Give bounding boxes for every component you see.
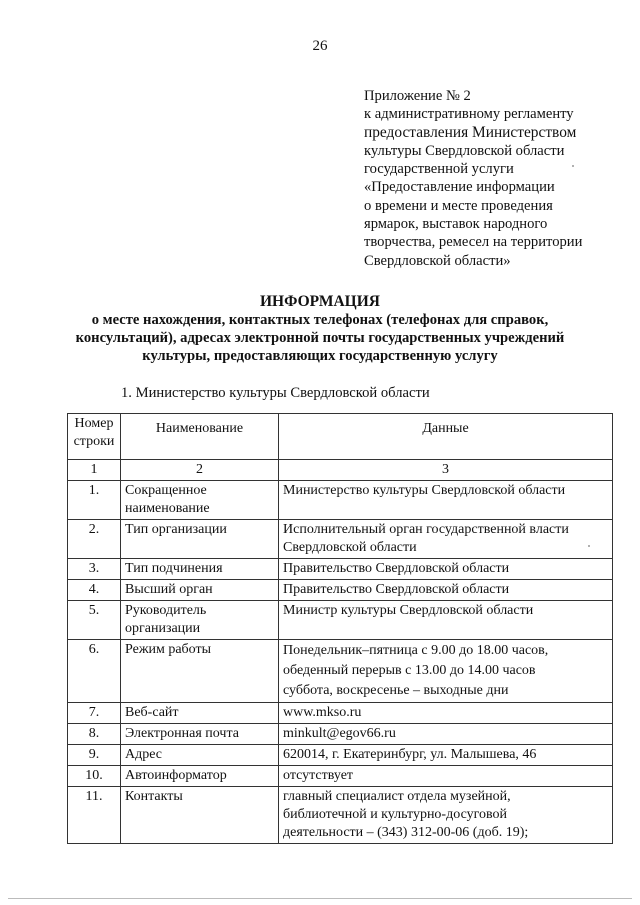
row-value	[279, 703, 613, 724]
row-value	[279, 520, 613, 559]
row-number: 4.	[68, 580, 121, 601]
row-value	[279, 601, 613, 640]
table-row	[68, 559, 613, 580]
row-value	[279, 724, 613, 745]
appendix-line: ярмарок, выставок народного	[364, 216, 548, 233]
appendix-line: о времени и месте проведения	[364, 197, 553, 214]
row-number: 8.	[68, 724, 121, 745]
row-name-line: Руководитель	[125, 603, 207, 618]
row-name-line: Тип организации	[125, 522, 227, 537]
appendix-line: культуры Свердловской области	[364, 142, 565, 159]
row-number: 10.	[68, 766, 121, 787]
row-number: 6.	[68, 640, 121, 703]
table-row	[68, 745, 613, 766]
row-name-line: организации	[125, 621, 201, 636]
row-value-line: суббота, воскресенье – выходные дни	[283, 683, 509, 698]
row-name-line: Веб-сайт	[125, 705, 179, 720]
row-name-line: наименование	[125, 501, 210, 516]
header-num-line: строки	[73, 434, 115, 449]
row-number: 1.	[68, 481, 121, 520]
row-value-line: отсутствует	[283, 768, 354, 783]
heading-line: о месте нахождения, контактных телефонах (телефонах для справок,	[91, 312, 549, 328]
row-value-line: Министерство культуры Свердловской области	[283, 483, 566, 498]
row-number: 7.	[68, 703, 121, 724]
table-header-row	[68, 414, 613, 460]
row-name	[121, 724, 279, 745]
header-num	[68, 414, 121, 460]
section-title: 1. Министерство культуры Свердловской области	[121, 385, 430, 401]
row-name	[121, 580, 279, 601]
row-value	[279, 787, 613, 844]
row-value	[279, 580, 613, 601]
appendix-line: Приложение № 2	[364, 88, 471, 104]
page-number: 26	[312, 38, 328, 54]
row-value	[279, 766, 613, 787]
row-value-line: главный специалист отдела музейной,	[283, 789, 511, 804]
row-value	[279, 640, 613, 703]
appendix-line: предоставления Министерством	[364, 123, 577, 141]
row-name	[121, 559, 279, 580]
row-name-line: Адрес	[125, 747, 163, 762]
document-heading	[40, 293, 600, 365]
row-name-line: Контакты	[125, 789, 183, 804]
row-value-line: деятельности – (343) 312-00-06 (доб. 19);	[283, 825, 529, 840]
row-value-line: Исполнительный орган государственной власти	[283, 522, 569, 537]
header-num-line: Номер	[74, 416, 114, 431]
row-value-line: обеденный перерыв с 13.00 до 14.00 часов	[283, 663, 536, 678]
row-value-line: Правительство Свердловской области	[283, 582, 510, 597]
row-name	[121, 481, 279, 520]
appendix-block	[364, 87, 624, 270]
info-table	[67, 413, 613, 844]
index-cell: 2	[121, 460, 279, 481]
scan-speck	[572, 165, 574, 167]
appendix-line: творчества, ремесел на территории	[364, 234, 583, 251]
row-name-line: Тип подчинения	[125, 561, 223, 576]
row-value-line: Правительство Свердловской области	[283, 561, 510, 576]
row-value-line: www.mkso.ru	[283, 705, 362, 720]
heading-line: консультаций), адресах электронной почты государственных учреждений	[75, 330, 565, 346]
row-name	[121, 520, 279, 559]
row-name	[121, 766, 279, 787]
row-name-line: Сокращенное	[125, 483, 207, 498]
row-name	[121, 601, 279, 640]
table-row	[68, 724, 613, 745]
row-value-line: Понедельник–пятница с 9.00 до 18.00 часов,	[283, 643, 549, 658]
header-name: Наименование	[121, 414, 279, 460]
row-name-line: Электронная почта	[125, 726, 239, 741]
row-value-line: minkult@egov66.ru	[283, 726, 396, 741]
heading-title: ИНФОРМАЦИЯ	[260, 293, 380, 310]
row-value	[279, 481, 613, 520]
appendix-line: «Предоставление информации	[364, 179, 555, 196]
table-row	[68, 601, 613, 640]
index-cell: 1	[68, 460, 121, 481]
scan-edge-line	[8, 898, 632, 899]
table-row	[68, 703, 613, 724]
row-value-line: 620014, г. Екатеринбург, ул. Малышева, 46	[283, 747, 537, 762]
appendix-line: к административному регламенту	[364, 106, 574, 123]
index-cell: 3	[279, 460, 613, 481]
table-row	[68, 520, 613, 559]
row-name	[121, 640, 279, 703]
row-value-line: библиотечной и культурно-досуговой	[283, 807, 507, 822]
row-name-line: Режим работы	[125, 642, 212, 657]
table-index-row	[68, 460, 613, 481]
appendix-line: Свердловской области»	[364, 252, 511, 269]
row-number: 2.	[68, 520, 121, 559]
row-number: 3.	[68, 559, 121, 580]
row-number: 9.	[68, 745, 121, 766]
heading-line: культуры, предоставляющих государственную услугу	[142, 348, 498, 364]
appendix-line: государственной услуги	[364, 161, 514, 178]
row-name	[121, 703, 279, 724]
row-value-line: Министр культуры Свердловской области	[283, 603, 534, 618]
table-row	[68, 580, 613, 601]
row-number: 11.	[68, 787, 121, 844]
table-row	[68, 640, 613, 703]
row-value-line: Свердловской области	[283, 540, 417, 555]
row-name-line: Автоинформатор	[125, 768, 227, 783]
row-name-line: Высший орган	[125, 582, 213, 597]
row-value	[279, 745, 613, 766]
table-row	[68, 766, 613, 787]
scan-speck	[588, 545, 590, 547]
row-name	[121, 787, 279, 844]
table-row	[68, 787, 613, 844]
row-number: 5.	[68, 601, 121, 640]
header-data: Данные	[279, 414, 613, 460]
row-value	[279, 559, 613, 580]
table-row	[68, 481, 613, 520]
row-name	[121, 745, 279, 766]
